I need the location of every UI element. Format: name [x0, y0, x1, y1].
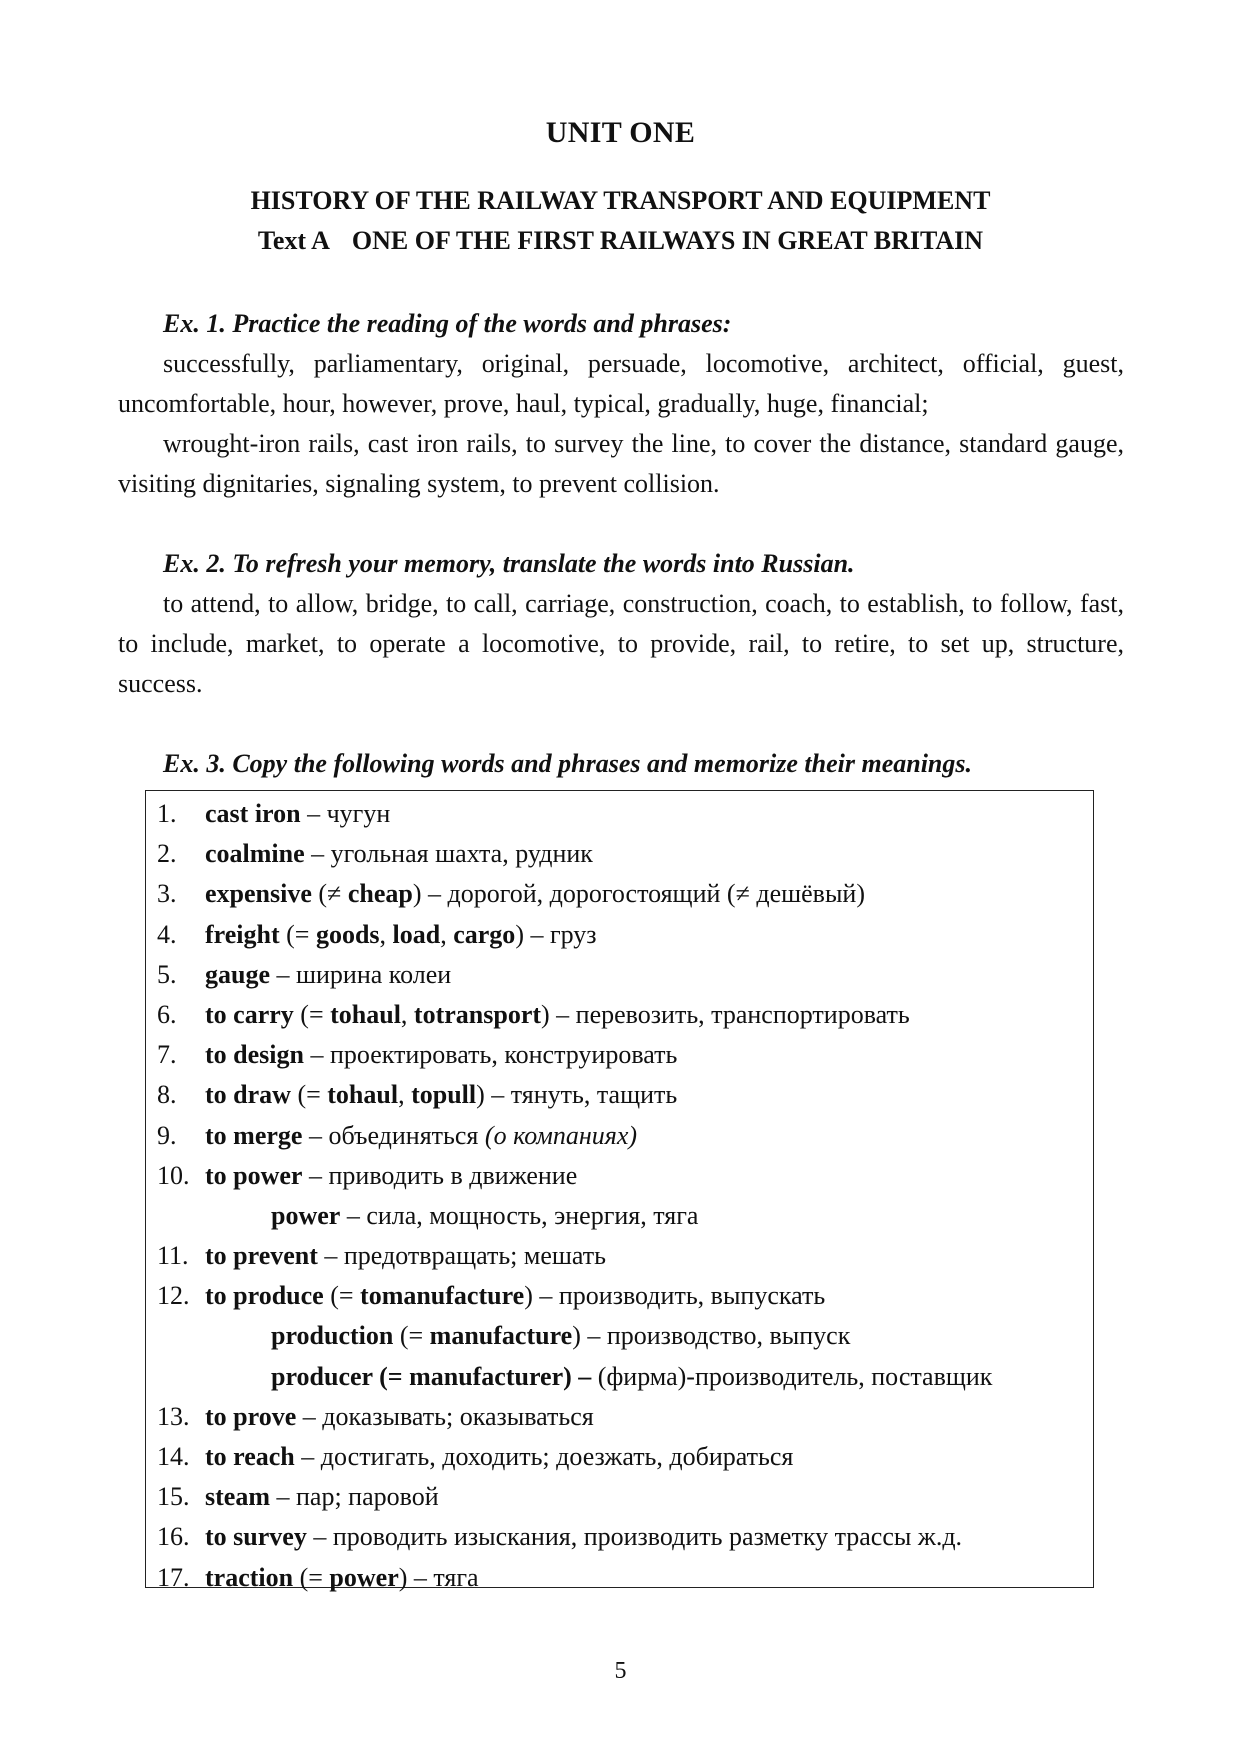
vocab-item-number: 4.	[157, 919, 177, 949]
vocab-term: power	[271, 1200, 341, 1230]
vocab-item-number: 14.	[157, 1442, 190, 1471]
vocab-term: cast iron	[205, 799, 301, 828]
ex2-heading: Ex. 2. To refresh your memory, translate the words into Russian.	[163, 549, 855, 578]
vocab-item	[157, 1236, 1087, 1276]
vocab-term: to prove	[205, 1401, 297, 1431]
vocab-translation: – угольная шахта, рудник	[304, 839, 593, 869]
vocab-translation: (=	[293, 1562, 330, 1592]
vocab-item	[157, 1437, 1087, 1477]
vocab-item-number: 3.	[157, 879, 177, 909]
unit-title: UNIT ONE	[545, 116, 696, 149]
vocab-item-number: 2.	[157, 839, 177, 869]
vocab-item	[157, 1276, 1087, 1316]
vocab-term: tohaul	[327, 1080, 399, 1110]
vocab-item-number: 15.	[157, 1482, 190, 1512]
vocab-item	[157, 995, 1087, 1035]
vocab-term: totransport	[413, 999, 542, 1029]
vocab-item	[157, 874, 1087, 914]
vocab-item-number: 9.	[157, 1120, 177, 1150]
vocab-term: producer (= manufacturer) –	[271, 1361, 592, 1391]
vocab-translation: – достигать, доходить; доезжать, добираться	[294, 1442, 794, 1471]
vocab-term: to draw	[205, 1080, 291, 1110]
vocab-translation: (=	[323, 1281, 361, 1311]
vocab-translation: – чугун	[300, 799, 391, 828]
ex3-heading: Ex. 3. Copy the following words and phrases and memorize their meanings.	[163, 749, 973, 778]
vocab-translation: – предотвращать; мешать	[317, 1241, 606, 1271]
vocab-item	[157, 834, 1087, 874]
vocab-translation: (≠	[311, 879, 348, 909]
vocab-item-text	[271, 1316, 850, 1356]
vocab-subitem	[157, 1316, 1087, 1356]
text-label: Text A	[257, 226, 330, 255]
vocab-item-text	[271, 1357, 992, 1397]
vocab-term: cheap	[347, 879, 413, 909]
vocab-translation: (=	[290, 1080, 328, 1110]
vocab-item	[157, 1558, 1087, 1598]
vocabulary-list	[157, 794, 1087, 1598]
vocab-item-text	[205, 1437, 793, 1477]
vocab-translation: – пар; паровой	[269, 1482, 439, 1512]
ex2-paragraph: to attend, to allow, bridge, to call, carriage, construction, coach, to establish, to follow, fast, to include, market, to operate a locomotive, to provide, rail, to retire, to set up, structure, success.	[118, 589, 1124, 698]
vocab-term: freight	[205, 919, 280, 949]
vocab-item	[157, 915, 1087, 955]
vocab-item	[157, 1075, 1087, 1115]
vocab-item-text	[271, 1196, 698, 1236]
section-title: HISTORY OF THE RAILWAY TRANSPORT AND EQUIPMENT	[250, 186, 991, 215]
vocab-translation: – приводить в движение	[302, 1160, 578, 1190]
vocab-item-text	[205, 1477, 439, 1517]
vocab-item-text	[205, 1236, 606, 1276]
vocab-term: gauge	[205, 959, 270, 989]
vocab-item-number: 8.	[157, 1080, 177, 1110]
vocab-item-number: 12.	[157, 1281, 190, 1311]
vocab-item	[157, 1477, 1087, 1517]
vocab-item-text	[205, 995, 910, 1035]
vocab-translation: (=	[279, 919, 316, 949]
vocab-term: goods	[315, 919, 380, 949]
vocab-term: to carry	[205, 999, 294, 1029]
vocab-item-text	[205, 794, 390, 834]
ex1-heading: Ex. 1. Practice the reading of the words and phrases:	[163, 309, 732, 338]
vocab-item-number: 10.	[157, 1160, 190, 1190]
vocab-item-text	[205, 1276, 825, 1316]
vocab-term: cargo	[453, 919, 516, 949]
vocab-translation: ) – перевозить, транспортировать	[541, 999, 910, 1029]
vocab-translation: – проектировать, конструировать	[303, 1040, 678, 1070]
vocab-item-text	[205, 915, 597, 955]
vocab-translation: ) – тяга	[398, 1562, 479, 1592]
vocab-term: steam	[205, 1482, 270, 1512]
vocab-term: tohaul	[330, 999, 401, 1029]
vocab-term: to power	[205, 1160, 303, 1190]
vocab-translation: ) – груз	[515, 919, 597, 949]
vocab-translation: (=	[393, 1321, 430, 1351]
vocab-term: power	[329, 1562, 399, 1592]
vocab-translation: ) – дорогой, дорогостоящий (≠ дешёвый)	[412, 879, 865, 909]
vocab-term: manufacture	[429, 1321, 573, 1351]
vocab-term: traction	[205, 1562, 294, 1592]
vocab-item-text	[205, 1517, 962, 1557]
vocab-translation: – проводить изыскания, производить разметку трассы ж.д.	[306, 1522, 963, 1552]
vocab-term: production	[271, 1321, 394, 1351]
vocab-item-text	[205, 834, 593, 874]
vocab-term: topull	[411, 1080, 477, 1110]
vocab-subitem	[157, 1196, 1087, 1236]
vocab-term: to merge	[205, 1120, 303, 1150]
vocab-translation: ,	[379, 919, 393, 949]
vocab-item-number: 1.	[157, 799, 177, 828]
vocab-translation: – ширина колеи	[270, 959, 452, 989]
vocab-translation: ,	[400, 999, 414, 1029]
vocab-translation: ,	[398, 1080, 412, 1110]
vocab-term: expensive	[205, 879, 312, 909]
vocab-translation: – объединяться	[302, 1120, 485, 1150]
vocab-item	[157, 1035, 1087, 1075]
vocab-item	[157, 1517, 1087, 1557]
vocab-term: to produce	[205, 1281, 324, 1311]
vocab-term: to reach	[205, 1442, 295, 1471]
vocab-translation: – сила, мощность, энергия, тяга	[340, 1200, 699, 1230]
vocab-translation: ) – тянуть, тащить	[476, 1080, 678, 1110]
vocab-item	[157, 955, 1087, 995]
vocab-item-number: 6.	[157, 999, 177, 1029]
page-number: 5	[614, 1658, 627, 1684]
vocab-translation: – доказывать; оказываться	[296, 1401, 594, 1431]
ex1-words-paragraph: successfully, parliamentary, original, persuade, locomotive, architect, official, guest, uncomfortable, hour, however, prove, haul, typical, gradually, huge, financial;	[118, 349, 1124, 418]
vocab-term: load	[392, 919, 441, 949]
vocab-item-text	[205, 874, 865, 914]
vocab-item-number: 16.	[157, 1522, 190, 1552]
vocab-item-text	[205, 1156, 577, 1196]
vocab-translation: (фирма)-производитель, поставщик	[591, 1361, 993, 1391]
vocab-item	[157, 1397, 1087, 1437]
vocab-term: tomanufacture	[360, 1281, 525, 1311]
vocab-note: (о компаниях)	[484, 1120, 638, 1150]
vocab-term: to prevent	[205, 1241, 318, 1271]
vocab-item	[157, 1116, 1087, 1156]
vocab-term: to survey	[205, 1522, 307, 1552]
vocab-item-number: 7.	[157, 1040, 177, 1070]
vocab-item-number: 17.	[157, 1562, 190, 1592]
vocab-translation: ,	[440, 919, 454, 949]
vocab-translation: ) – производство, выпуск	[572, 1321, 851, 1351]
vocab-item-text	[205, 1558, 479, 1598]
vocab-subitem	[157, 1357, 1087, 1397]
vocab-item-text	[205, 1397, 594, 1437]
vocab-item-number: 5.	[157, 959, 177, 989]
vocab-item	[157, 1156, 1087, 1196]
vocab-translation: (=	[293, 999, 331, 1029]
vocab-term: to design	[205, 1040, 304, 1070]
vocab-item	[157, 794, 1087, 834]
text-title: ONE OF THE FIRST RAILWAYS IN GREAT BRITAIN	[351, 226, 984, 255]
vocab-item-number: 11.	[157, 1241, 189, 1271]
vocab-translation: ) – производить, выпускать	[524, 1281, 826, 1311]
vocab-item-text	[205, 1035, 677, 1075]
ex1-phrases-paragraph: wrought-iron rails, cast iron rails, to survey the line, to cover the distance, standard gauge, visiting dignitaries, signaling system, to prevent collision.	[118, 429, 1124, 498]
vocab-term: coalmine	[205, 839, 305, 869]
vocab-item-text	[205, 955, 451, 995]
text-title-line	[0, 226, 1241, 256]
vocab-item-text	[205, 1116, 637, 1156]
vocab-item-text	[205, 1075, 677, 1115]
vocab-item-number: 13.	[157, 1401, 190, 1431]
vocabulary-box	[145, 790, 1094, 1592]
